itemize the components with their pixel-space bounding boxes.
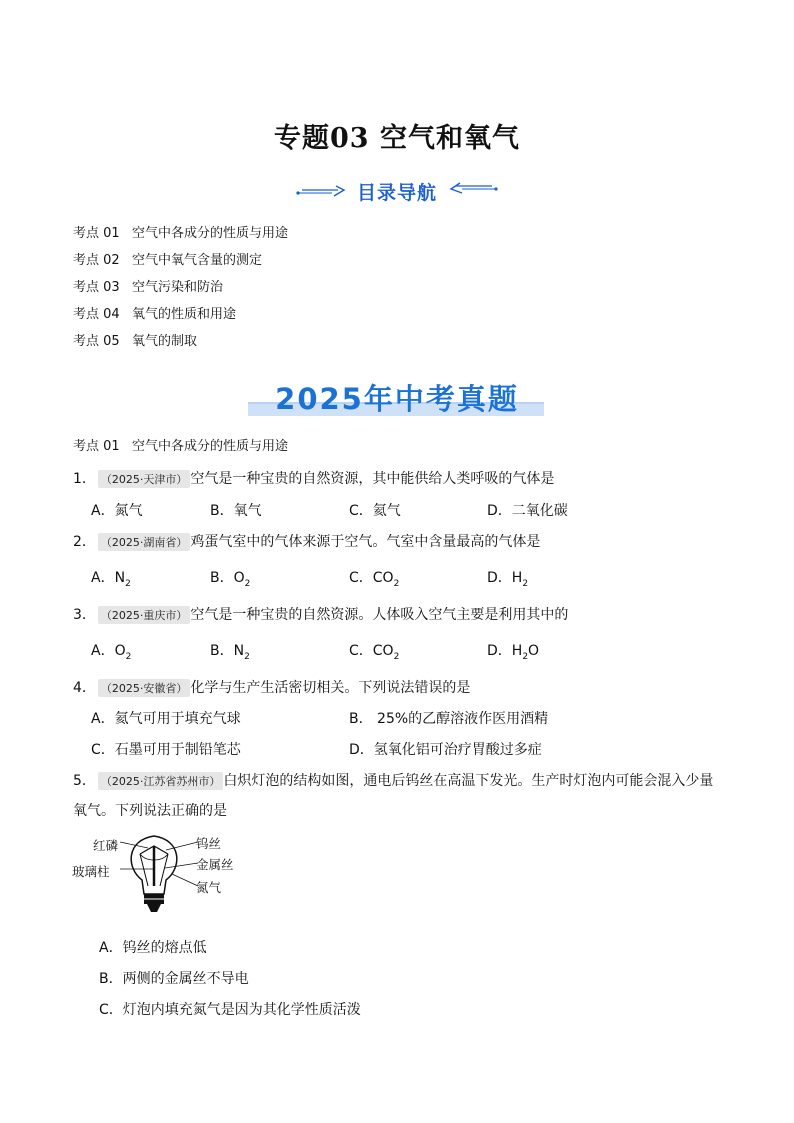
question-2-stem: 2． （2025·湖南省） 鸡蛋气室中的气体来源于空气。气室中含量最高的气体是	[73, 534, 541, 550]
option[interactable]: B． 25%的乙醇溶液作医用酒精	[349, 711, 549, 727]
source-tag: （2025·安徽省）	[98, 679, 191, 697]
toc-key: 考点 02	[73, 253, 120, 268]
toc-key: 考点 04	[73, 307, 120, 322]
option[interactable]: C．$CO_2$	[349, 570, 400, 589]
option[interactable]: D．二氧化碳	[487, 503, 568, 519]
diagram-label-tungsten: 钨丝	[196, 836, 222, 851]
option[interactable]: B．氧气	[210, 503, 262, 519]
topic-heading	[73, 435, 288, 454]
toc-key: 考点 01	[73, 226, 120, 241]
source-tag: （2025·江苏省苏州市）	[98, 772, 224, 790]
topic-label: 空气中各成分的性质与用途	[132, 439, 289, 454]
option[interactable]: D．$H_2$	[487, 570, 529, 589]
option[interactable]: A．钨丝的熔点低	[99, 940, 207, 956]
option[interactable]: D．$H_2O$	[487, 643, 540, 662]
question-5-stem: 5． （2025·江苏省苏州市） 白炽灯泡的结构如图，通电后钨丝在高温下发光。生产时灯泡内可能会混入少量	[73, 773, 714, 789]
toc-item[interactable]	[73, 303, 236, 322]
topic-key: 考点 01	[73, 439, 120, 454]
toc-label: 空气中氧气含量的测定	[132, 253, 263, 268]
toc-item[interactable]	[73, 330, 197, 349]
toc-label: 氧气的制取	[132, 334, 198, 349]
diagram-label-metal-wire: 金属丝	[196, 857, 234, 872]
diagram-leader-lines	[120, 828, 200, 920]
question-5-stem-cont: 氧气。下列说法正确的是	[73, 803, 227, 819]
diagram-label-nitrogen: 氮气	[196, 880, 222, 895]
option[interactable]: A．氦气可用于填充气球	[91, 711, 241, 727]
source-tag: （2025·天津市）	[98, 470, 191, 488]
nav-heading: 目录导航	[356, 182, 437, 204]
toc-item[interactable]	[73, 276, 223, 295]
toc-item[interactable]	[73, 222, 288, 241]
question-4-stem: 4． （2025·安徽省） 化学与生产生活密切相关。下列说法错误的是	[73, 680, 471, 696]
toc-label: 氧气的性质和用途	[132, 307, 237, 322]
toc-key: 考点 05	[73, 334, 120, 349]
toc-key: 考点 03	[73, 280, 120, 295]
option[interactable]: C．$CO_2$	[349, 643, 400, 662]
option[interactable]: B．$N_2$	[210, 643, 250, 662]
diagram-label-glass-stem: 玻璃柱	[72, 864, 110, 879]
option[interactable]: A．氮气	[91, 503, 143, 519]
option[interactable]: B．两侧的金属丝不导电	[99, 971, 249, 987]
section-title: 2025年中考真题	[275, 382, 519, 416]
toc-item[interactable]	[73, 249, 262, 268]
source-tag: （2025·湖南省）	[98, 533, 191, 551]
source-tag: （2025·重庆市）	[98, 606, 191, 624]
option[interactable]: A．$O_2$	[91, 643, 132, 662]
question-3-stem: 3． （2025·重庆市） 空气是一种宝贵的自然资源。人体吸入空气主要是利用其中的	[73, 607, 569, 623]
option[interactable]: A．$N_2$	[91, 570, 131, 589]
option[interactable]: C．石墨可用于制铅笔芯	[91, 742, 241, 758]
option[interactable]: B．$O_2$	[210, 570, 251, 589]
page-title: 专题03 空气和氧气	[274, 123, 520, 154]
toc-label: 空气污染和防治	[132, 280, 224, 295]
option[interactable]: D．氢氧化铝可治疗胃酸过多症	[349, 742, 542, 758]
question-1-stem: 1． （2025·天津市） 空气是一种宝贵的自然资源，其中能供给人类呼吸的气体是	[73, 471, 555, 487]
diagram-label-red-phosphorus: 红磷	[93, 838, 119, 853]
toc-label: 空气中各成分的性质与用途	[132, 226, 289, 241]
option[interactable]: C．灯泡内填充氮气是因为其化学性质活泼	[99, 1002, 361, 1018]
option[interactable]: C．氦气	[349, 503, 401, 519]
